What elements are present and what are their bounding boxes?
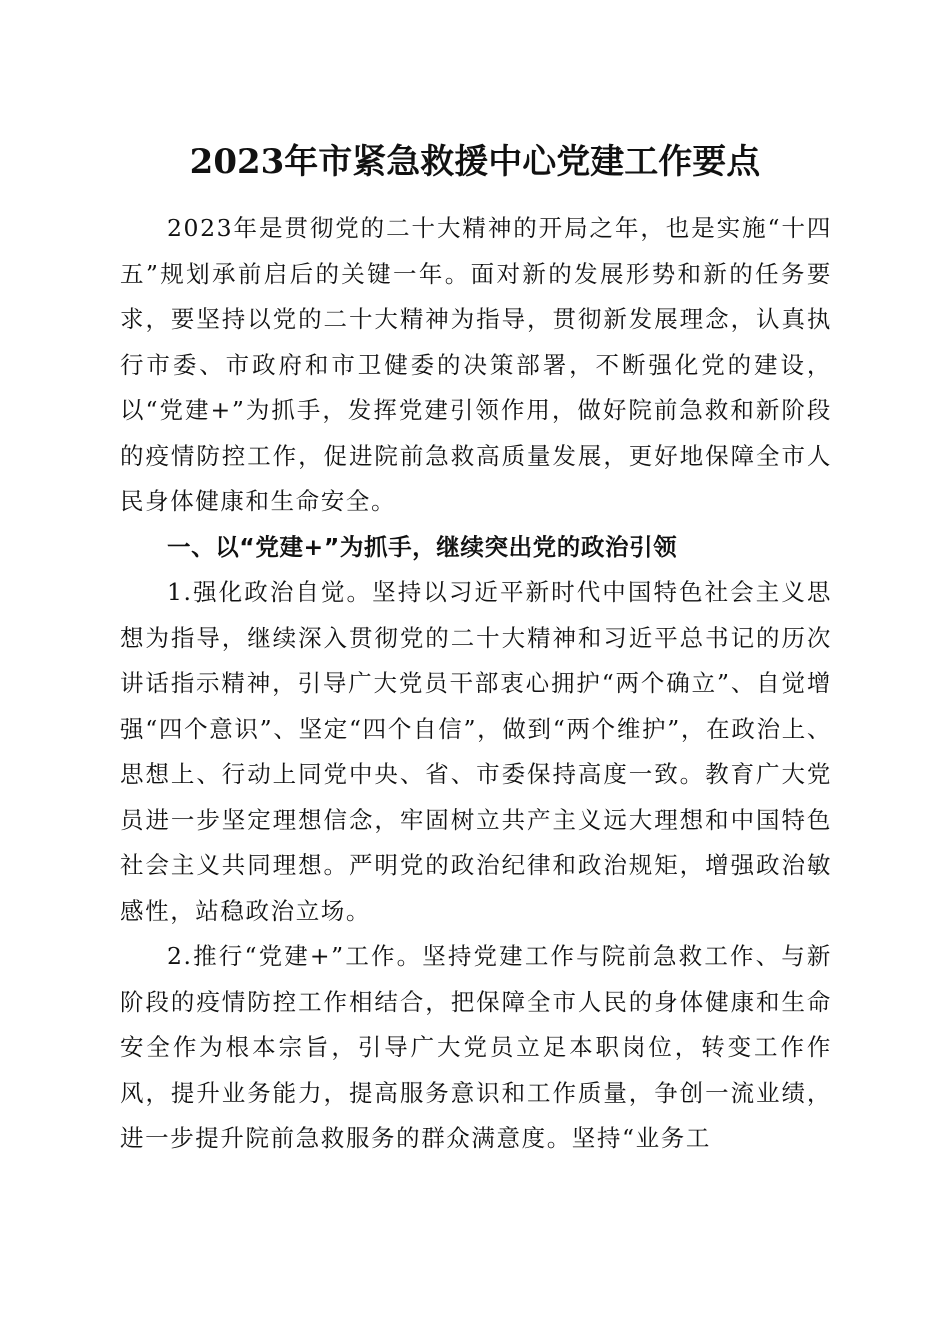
intro-paragraph: 2023年是贯彻党的二十大精神的开局之年，也是实施“十四五”规划承前启后的关键一年。面对新的发展形势和新的任务要求，要坚持以党的二十大精神为指导，贯彻新发展理念，认真执行市委、市政府和市卫健委的决策部署，不断强化党的建设，以“党建+”为抓手，发挥党建引领作用，做好院前急救和新阶段的疫情防控工作，促进院前急救高质量发展，更好地保障全市人民身体健康和生命安全。 — [120, 214, 832, 515]
section-1-item-2: 2.推行“党建+”工作。坚持党建工作与院前急救工作、与新阶段的疫情防控工作相结合，把保障全市人民的身体健康和生命安全作为根本宗旨，引导广大党员立足本职岗位，转变工作作风，提升业务能力，提高服务意识和工作质量，争创一流业绩，进一步提升院前急救服务的群众满意度。坚持“业务工 — [120, 942, 832, 1152]
document-title: 2023年市紧急救援中心党建工作要点 — [189, 142, 761, 182]
document-body — [120, 206, 832, 1162]
section-heading-1: 一、以“党建+”为抓手，继续突出党的政治引领 — [167, 532, 678, 561]
section-1-item-1: 1.强化政治自觉。坚持以习近平新时代中国特色社会主义思想为指导，继续深入贯彻党的二十大精神和习近平总书记的历次讲话指示精神，引导广大党员干部衷心拥护“两个确立”、自觉增强“四个意识”、坚定“四个自信”，做到“两个维护”，在政治上、思想上、行动上同党中央、省、市委保持高度一致。教育广大党员进一步坚定理想信念，牢固树立共产主义远大理想和中国特色社会主义共同理想。严明党的政治纪律和政治规矩，增强政治敏感性，站稳政治立场。 — [120, 578, 832, 925]
